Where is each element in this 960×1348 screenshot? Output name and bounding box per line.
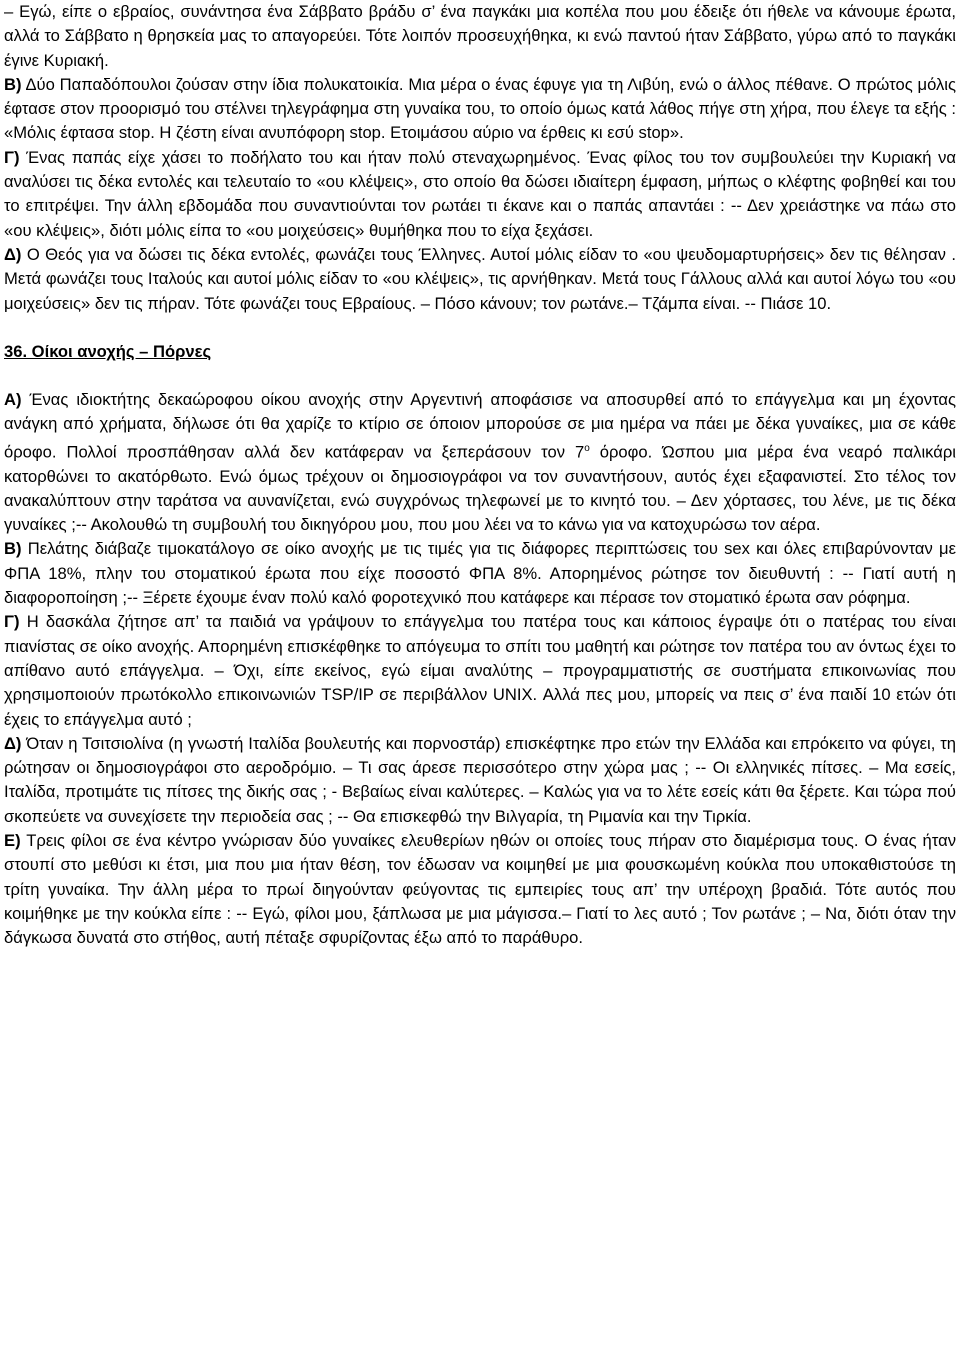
paragraph-label: Δ) [4, 244, 22, 264]
joke-paragraph [4, 73, 956, 146]
ordinal-superscript: ο [584, 442, 590, 454]
joke-paragraph [4, 0, 956, 73]
paragraph-text: – Εγώ, είπε ο εβραίος, συνάντησα ένα Σάββατο βράδυ σ’ ένα παγκάκι μια κοπέλα που μου έδειξε ότι ήθελε να κάνουμε έρωτα, αλλά το Σάββατο η θρησκεία μας το απαγορεύει. Τότε λοιπόν προσευχήθηκα, κι ενώ παντού ήταν Σάββατο, γύρω από το παγκάκι έγινε Κυριακή. [4, 2, 956, 70]
paragraph-text: Τρεις φίλοι σε ένα κέντρο γνώρισαν δύο γυναίκες ελευθερίων ηθών οι οποίες τους πήραν στο διαμέρισμα τους. Ο ένας ήταν στουπί στο μεθύσι κι έτσι, μια που μια ήταν θέση, τον έδωσαν να κοιμηθεί με μια φουσκωμένη κούκλα που υποκαθιστούσε τη τρίτη γυναίκα. Την άλλη μέρα το πρωί διηγούνταν φεύγοντας τις εμπειρίες τους απ’ την υπέροχη βραδιά. Τότε αυτός που κοιμήθηκε με την κούκλα είπε : -- Εγώ, φίλοι μου, ξάπλωσα με μια μάγισσα.– Γιατί το λες αυτό ; Τον ρωτάνε ; – Να, διότι όταν την δάγκωσα δυνατά στο στήθος, αυτή πέταξε σφυρίζοντας έξω από το παράθυρο. [4, 831, 956, 948]
paragraph-label: Ε) [4, 831, 21, 851]
paragraph-label: Δ) [4, 733, 22, 753]
joke-paragraph [4, 146, 956, 243]
paragraph-text: Ο Θεός για να δώσει τις δέκα εντολές, φωνάζει τους Έλληνες. Αυτοί μόλις είδαν το «ου ψευδομαρτυρήσεις» δεν τις θέλησαν . Μετά φωνάζει τους Ιταλούς και αυτοί μόλις είδαν το «ου κλέψεις», τις αρνήθηκαν. Μετά τους Γάλλους αλλά και αυτοί λόγω του «ου μοιχεύσεις» δεν τις πήραν. Τότε φωνάζει τους Εβραίους. – Πόσο κάνουν; τον ρωτάνε.– Τζάμπα είναι. -- Πιάσε 10. [4, 244, 956, 313]
joke-paragraph [4, 243, 956, 316]
joke-paragraph [4, 610, 956, 731]
paragraph-text: Όταν η Τσιτσιολίνα (η γνωστή Ιταλίδα βουλευτής και πορνοστάρ) επισκέφτηκε προ ετών την Ελλάδα και επρόκειτο να φύγει, τη ρώτησαν οι δημοσιογράφοι στο αεροδρόμιο. – Τι σας άρεσε περισσότερο στην χώρα μας ; -- Οι ελληνικές πίτσες. – Μα εσείς, Ιταλίδα, προτιμάτε τις πίτσες της δικής σας ; - Βεβαίως είναι καλύτερες. – Καλώς για να το λέτε εσείς κάτι θα ξέρετε. Και τώρα πού σκοπεύετε να συνεχίσετε την περιοδεία σας ; -- Θα επισκεφθώ την Βιλγαρία, τη Ριμανία και την Τιρκία. [4, 733, 956, 826]
joke-paragraph [4, 732, 956, 829]
paragraph-label: Γ) [4, 147, 20, 167]
joke-paragraph [4, 829, 956, 950]
paragraph-text-continued: όροφο. Ώσπου μια μέρα ένα νεαρό παλικάρι κατορθώνει το ακατόρθωτο. Ενώ όμως τρέχουν οι δημοσιογράφοι να τον συναντήσουν, αυτός έχει εξαφανιστεί. Στο τέλος τον ανακαλύπτουν στην ταράτσα να αυνανίζεται, ενώ συγχρόνως τηλεφωνεί με το κινητό του. – Δεν χόρτασες, του λένε, με τις δέκα γυναίκες ;-- Ακολουθώ τη συμβουλή του δικηγόρου μου, που μου λέει να το κάνω για να κατοχυρώσω τον αέρα. [4, 442, 956, 535]
joke-paragraph [4, 537, 956, 610]
paragraph-label: Γ) [4, 612, 20, 632]
paragraph-label: Α) [4, 390, 22, 410]
bottom-paragraphs [4, 388, 956, 950]
paragraph-label: Β) [4, 74, 22, 94]
paragraph-text: Δύο Παπαδόπουλοι ζούσαν στην ίδια πολυκατοικία. Μια μέρα ο ένας έφυγε για τη Λιβύη, ενώ ο άλλος πέθανε. Ο πρώτος μόλις έφτασε στον προορισμό του στέλνει τηλεγράφημα στη γυναίκα του, το οποίο όμως κατά λάθος πήγε στη χήρα, που έλεγε τα εξής : «Μόλις έφτασα stop. Η ζέστη είναι ανυπόφορη stop. Ετοιμάσου αύριο να έρθεις κι εσύ stop». [4, 74, 956, 143]
paragraph-text: Πελάτης διάβαζε τιμοκατάλογο σε οίκο ανοχής με τις τιμές για τις διάφορες περιπτώσεις του sex και όλες επιβαρύνονταν με ΦΠΑ 18%, πλην του στοματικού έρωτα που είχε ποσοστό ΦΠΑ 8%. Απορημένος ρώτησε τον διευθυντή : -- Γιατί αυτή η διαφοροποίηση ;-- Ξέρετε έχουμε έναν πολύ καλό φοροτεχνικό που κατάφερε και πέρασε τον στοματικό έρωτα σαν ρόφημα. [4, 539, 956, 608]
top-paragraphs [4, 0, 956, 316]
paragraph-label: Β) [4, 539, 22, 559]
joke-paragraph [4, 388, 956, 537]
paragraph-text: Ένας ιδιοκτήτης δεκαώροφου οίκου ανοχής στην Αργεντινή αποφάσισε να αποσυρθεί από το επάγγελμα και μη έχοντας ανάγκη από χρήματα, δήλωσε ότι θα χαρίζε το κτίριο σε όποιον μπορούσε σε μια ημέρα να πάει με δέκα γυναίκες, μια σε κάθε όροφο. Πολλοί προσπάθησαν αλλά δεν κατάφεραν να ξεπεράσουν τον 7 [4, 390, 956, 462]
section-heading: 36. Οίκοι ανοχής – Πόρνες [4, 341, 212, 361]
paragraph-text: Η δασκάλα ζήτησε απ’ τα παιδιά να γράψουν το επάγγελμα του πατέρα τους και κάποιος έγραψε ότι ο πατέρας του είναι πιανίστας σε οίκο ανοχής. Απορημένη επισκέφθηκε το απόγευμα το σπίτι του μαθητή και ρώτησε τον πατέρα του αν όντως έχει το απίθανο αυτό επάγγελμα. – Όχι, είπε εκείνος, εγώ είμαι αναλύτης – προγραμματιστής σε συστήματα επικοινωνίας που χρησιμοποιούν πρωτόκολλο επικοινωνιών TSP/IP σε περιβάλλον UNIX. Αλλά πες μου, μπορείς να πεις σ’ ένα παιδί 10 ετών ότι έχεις το επάγγελμα αυτό ; [4, 612, 956, 729]
paragraph-text: Ένας παπάς είχε χάσει το ποδήλατο του και ήταν πολύ στεναχωρημένος. Ένας φίλος του τον συμβουλεύει την Κυριακή να αναλύσει τις δέκα εντολές και τελευταίο το «ου κλέψεις», στο οποίο θα δώσει ιδιαίτερη έμφαση, μήπως ο κλέφτης φοβηθεί και του το επιτρέψει. Την άλλη εβδομάδα που συναντιούνται τον ρωτάει τι έκανε και ο παπάς απαντάει : -- Δεν χρειάστηκε να πάω στο «ου κλέψεις», διότι μόλις είπα το «ου μοιχεύσεις» θυμήθηκα που το είχα ξεχάσει. [4, 147, 956, 240]
